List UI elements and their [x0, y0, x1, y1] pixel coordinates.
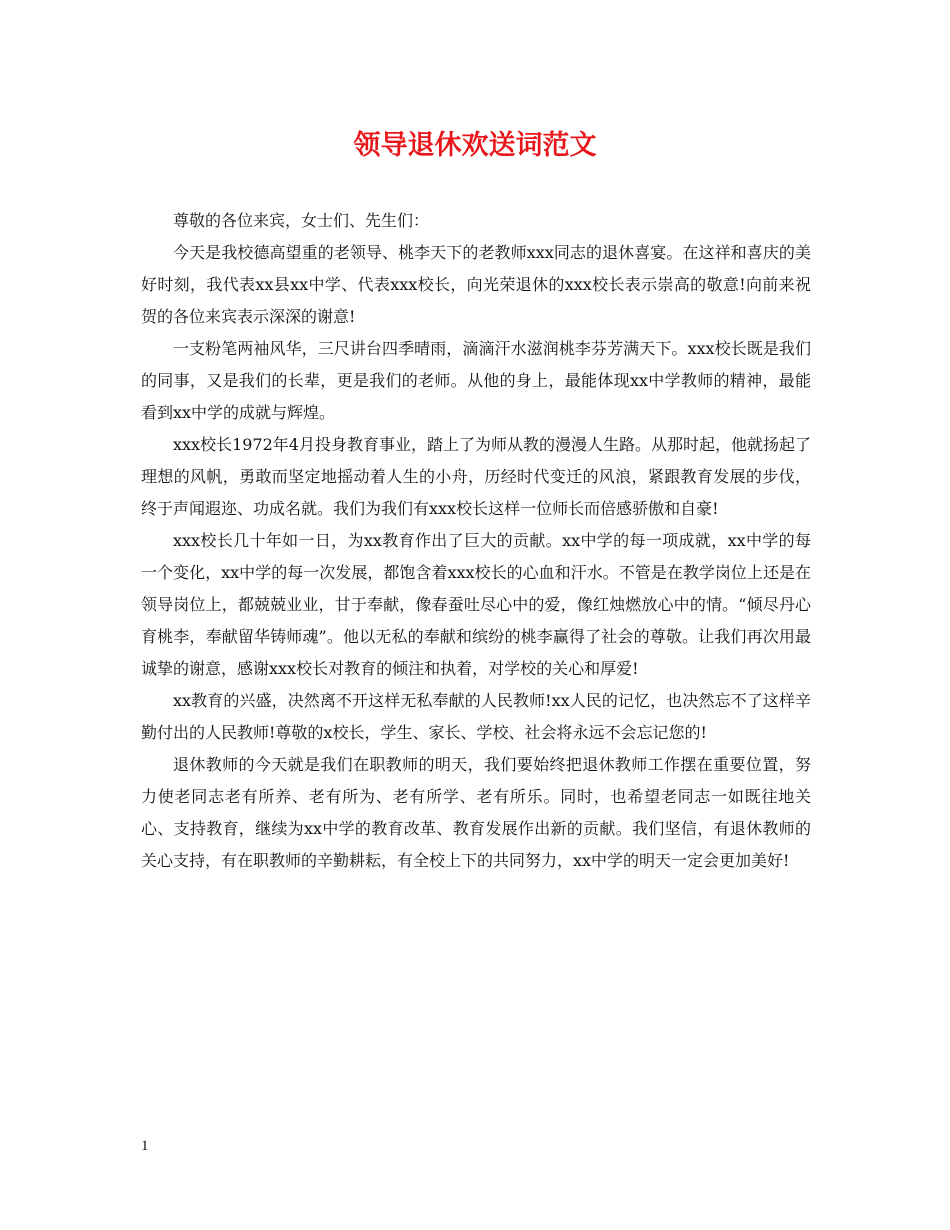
document-body — [141, 205, 811, 877]
body-paragraph: 一支粉笔两袖风华，三尺讲台四季晴雨，滴滴汗水滋润桃李芬芳满天下。xxx校长既是我们的同事，又是我们的长辈，更是我们的老师。从他的身上，最能体现xx中学教师的精神，最能看到xx中学的成就与辉煌。 — [141, 339, 811, 422]
salutation-paragraph: 尊敬的各位来宾，女士们、先生们： — [173, 211, 430, 230]
page-number: 1 — [141, 1138, 149, 1154]
body-paragraph: xxx校长1972年4月投身教育事业，踏上了为师从教的漫漫人生路。从那时起，他就扬起了理想的风帆，勇敢而坚定地摇动着人生的小舟，历经时代变迁的风浪，紧跟教育发展的步伐，终于声闻遐迩、功成名就。我们为我们有xxx校长这样一位师长而倍感骄傲和自豪! — [141, 435, 811, 518]
document-title: 领导退休欢送词范文 — [353, 130, 597, 161]
body-paragraph: 退休教师的今天就是我们在职教师的明天，我们要始终把退休教师工作摆在重要位置，努力使老同志老有所养、老有所为、老有所学、老有所乐。同时，也希望老同志一如既往地关心、支持教育，继续为xx中学的教育改革、教育发展作出新的贡献。我们坚信，有退休教师的关心支持，有在职教师的辛勤耕耘，有全校上下的共同努力，xx中学的明天一定会更加美好! — [141, 755, 811, 870]
body-paragraph: 今天是我校德高望重的老领导、桃李天下的老教师xxx同志的退休喜宴。在这祥和喜庆的美好时刻，我代表xx县xx中学、代表xxx校长，向光荣退休的xxx校长表示崇高的敬意!向前来祝贺的各位来宾表示深深的谢意! — [141, 243, 811, 326]
body-paragraph: xxx校长几十年如一日，为xx教育作出了巨大的贡献。xx中学的每一项成就，xx中学的每一个变化，xx中学的每一次发展，都饱含着xxx校长的心血和汗水。不管是在教学岗位上还是在领导岗位上，都兢兢业业，甘于奉献，像春蚕吐尽心中的爱，像红烛燃放心中的情。“倾尽丹心育桃李，奉献留华铸师魂”。他以无私的奉献和缤纷的桃李赢得了社会的尊敬。让我们再次用最诚挚的谢意，感谢xxx校长对教育的倾注和执着，对学校的关心和厚爱! — [141, 531, 811, 678]
body-paragraph: xx教育的兴盛，决然离不开这样无私奉献的人民教师!xx人民的记忆，也决然忘不了这样辛勤付出的人民教师!尊敬的x校长，学生、家长、学校、社会将永远不会忘记您的! — [141, 691, 811, 742]
